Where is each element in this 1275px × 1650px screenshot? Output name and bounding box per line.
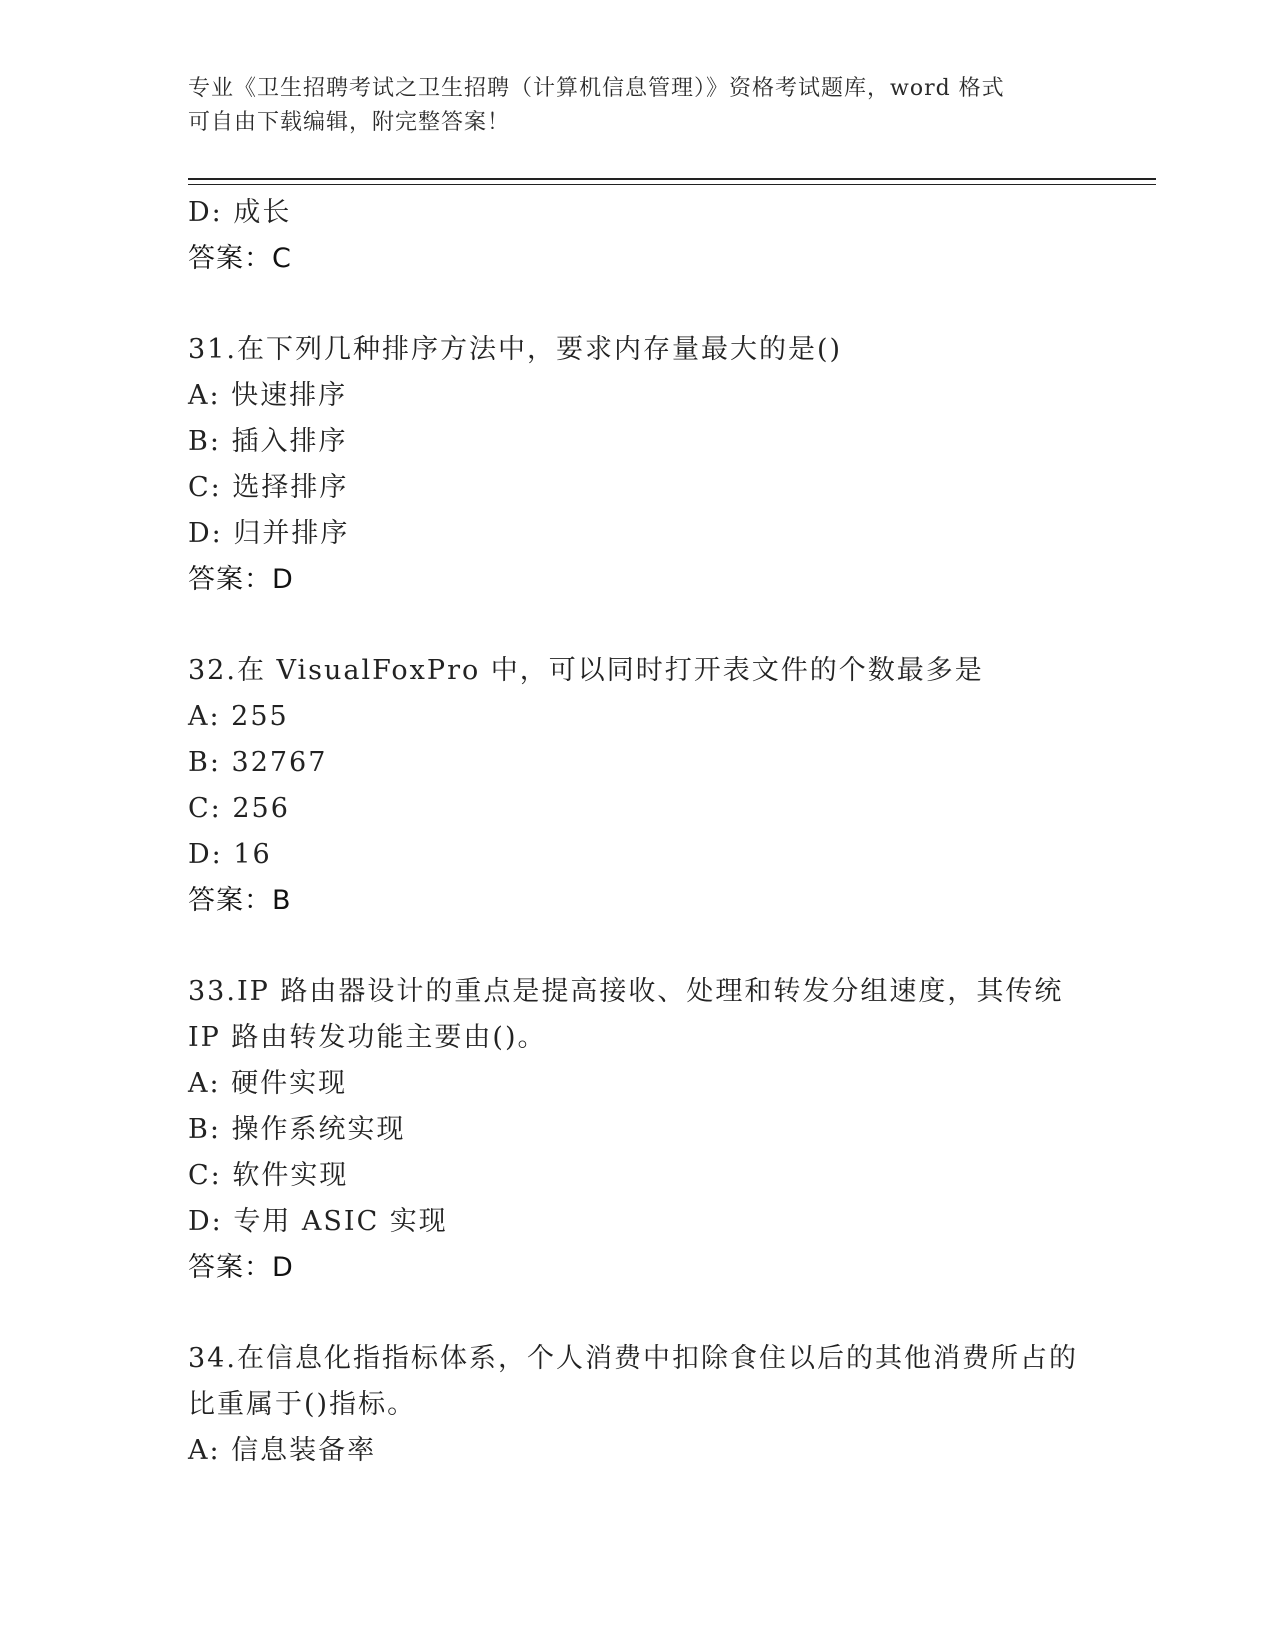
answer-line: 答案：D <box>188 1252 294 1283</box>
option-a: A: 硬件实现 <box>188 1068 348 1099</box>
answer-line: 答案：D <box>188 564 294 595</box>
header-divider-thick <box>188 178 1156 180</box>
option-b: B: 操作系统实现 <box>188 1114 406 1145</box>
question-block-32 <box>188 648 1088 924</box>
spacer <box>188 924 1088 969</box>
question-stem-line-2: IP 路由转发功能主要由()。 <box>188 1022 547 1053</box>
spacer <box>188 282 1088 327</box>
question-list <box>188 190 1088 1474</box>
spacer <box>188 1291 1088 1336</box>
option-b: B: 32767 <box>188 747 328 778</box>
answer-line: 答案：B <box>188 885 292 916</box>
question-stem-line-1: 34.在信息化指指标体系，个人消费中扣除食住以后的其他消费所占的 <box>188 1343 1078 1374</box>
question-stem-line-1: 33.IP 路由器设计的重点是提高接收、处理和转发分组速度，其传统 <box>188 976 1064 1007</box>
option-b: B: 插入排序 <box>188 426 348 457</box>
option-c: C: 256 <box>188 793 290 824</box>
option-d: D: 归并排序 <box>188 518 350 549</box>
option-c: C: 选择排序 <box>188 472 349 503</box>
option-a: A: 快速排序 <box>188 380 348 411</box>
question-block-31 <box>188 327 1088 603</box>
question-stem: 31.在下列几种排序方法中，要求内存量最大的是() <box>188 334 843 365</box>
option-d: D: 16 <box>188 839 272 870</box>
option-a: A: 255 <box>188 701 289 732</box>
question-block-34 <box>188 1336 1088 1474</box>
header-title-line-1: 专业《卫生招聘考试之卫生招聘（计算机信息管理）》资格考试题库，word 格式 <box>188 76 1005 101</box>
option-a: A: 信息装备率 <box>188 1435 377 1466</box>
question-stem-line-2: 比重属于()指标。 <box>188 1389 417 1420</box>
header-divider-thin <box>188 184 1156 185</box>
option-d: D: 专用 ASIC 实现 <box>188 1206 448 1237</box>
answer-line: 答案：C <box>188 243 292 274</box>
option-c: C: 软件实现 <box>188 1160 349 1191</box>
option-d: D: 成长 <box>188 197 292 228</box>
question-stem: 32.在 VisualFoxPro 中，可以同时打开表文件的个数最多是 <box>188 655 984 686</box>
header-title-line-2: 可自由下载编辑，附完整答案！ <box>188 110 511 135</box>
question-block-30 <box>188 190 1088 282</box>
document-header <box>188 72 1088 140</box>
spacer <box>188 603 1088 648</box>
question-block-33 <box>188 969 1088 1291</box>
